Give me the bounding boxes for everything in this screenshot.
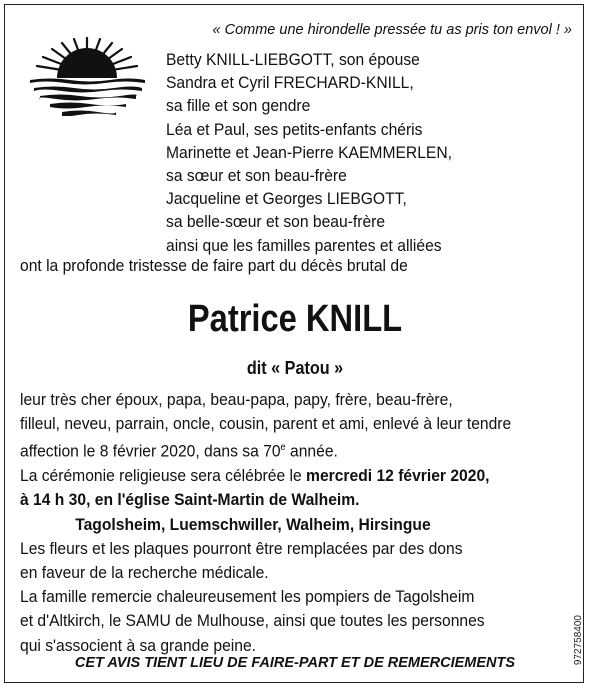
family-line: sa sœur et son beau-frère <box>166 166 347 186</box>
ceremony-text: La cérémonie religieuse sera célébrée le <box>20 466 307 486</box>
family-line: ainsi que les familles parentes et alliées <box>166 235 442 255</box>
sunset-sea-icon <box>30 36 145 116</box>
ordinal-suffix: e <box>280 442 286 454</box>
intro-text: ont la profonde tristesse de faire part du décès brutal de <box>20 256 408 275</box>
death-date-text: affection le 8 février 2020, dans sa 70 <box>20 442 281 462</box>
body-line: qui s'associent à sa grande peine. <box>20 635 257 655</box>
family-line: sa fille et son gendre <box>166 96 311 116</box>
body-line: en faveur de la recherche médicale. <box>20 563 269 583</box>
ceremony-date: mercredi 12 février 2020, <box>306 466 490 486</box>
body-line: Les fleurs et les plaques pourront être remplacées par des dons <box>20 538 463 558</box>
family-line: Jacqueline et Georges LIEBGOTT, <box>166 189 407 209</box>
family-line: Marinette et Jean-Pierre KAEMMERLEN, <box>166 142 452 162</box>
family-line: Léa et Paul, ses petits-enfants chéris <box>166 119 423 139</box>
body-line: leur très cher époux, papa, beau-papa, papy, frère, beau-frère, <box>20 390 453 409</box>
epigraph-quote: « Comme une hirondelle pressée tu as pris ton envol ! » <box>212 22 572 38</box>
body-line: et d'Altkirch, le SAMU de Mulhouse, ainsi que toutes les personnes <box>20 611 485 631</box>
deceased-name: Patrice KNILL <box>187 298 403 340</box>
family-line: sa belle-sœur et son beau-frère <box>166 212 386 232</box>
closing-statement: CET AVIS TIENT LIEU DE FAIRE-PART ET DE REMERCIEMENTS <box>74 655 516 671</box>
body-line <box>20 464 511 488</box>
nickname: dit « Patou » <box>246 358 344 378</box>
villages-line: Tagolsheim, Luemschwiller, Walheim, Hirsingue <box>75 514 431 534</box>
family-line: Betty KNILL-LIEBGOTT, son épouse <box>166 50 420 69</box>
reference-number: 972758400 <box>573 614 584 665</box>
body-line: filleul, neveu, parrain, oncle, cousin, parent et ami, enlevé à leur tendre <box>20 414 512 434</box>
ceremony-time-place: à 14 h 30, en l'église Saint-Martin de Walheim. <box>20 490 360 510</box>
notice-body <box>20 388 511 658</box>
year-text: année. <box>285 442 338 462</box>
family-list <box>166 48 452 257</box>
body-line <box>20 436 511 464</box>
family-line: Sandra et Cyril FRECHARD-KNILL, <box>166 73 414 93</box>
body-line: La famille remercie chaleureusement les pompiers de Tagolsheim <box>20 587 475 607</box>
